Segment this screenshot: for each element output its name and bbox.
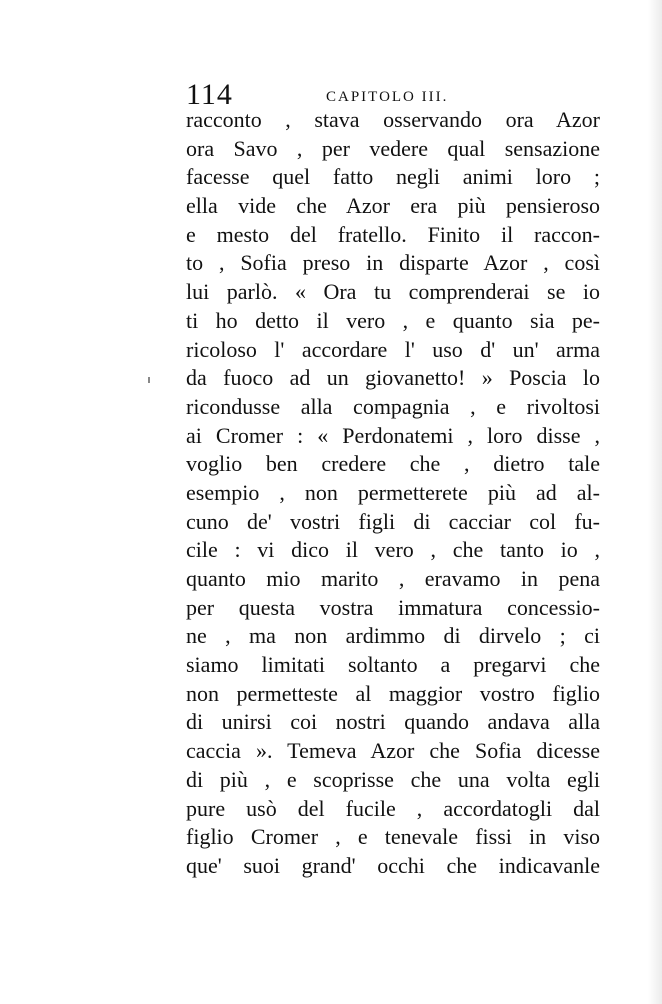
text-line: racconto , stava osservando ora Azor xyxy=(186,107,600,132)
text-line: ne , ma non ardimmo di dirvelo ; ci xyxy=(186,623,600,649)
text-line: siamo limitati soltanto a pregarvi che xyxy=(186,652,600,678)
text-line: pure usò del fucile , accordatogli dal xyxy=(186,795,600,821)
text-line: cuno de' vostri figli di cacciar col fu- xyxy=(186,508,600,534)
text-line: facesse quel fatto negli animi loro ; xyxy=(186,164,600,190)
text-line: que' suoi grand' occhi che indicavanle xyxy=(186,852,600,878)
text-line: ella vide che Azor era più pensieroso xyxy=(186,193,600,219)
text-line: ricondusse alla compagnia , e rivoltosi xyxy=(186,393,600,419)
text-line: to , Sofia preso in disparte Azor , così xyxy=(186,250,600,276)
text-line: ricoloso l' accordare l' uso d' un' arma xyxy=(186,336,600,362)
page-number: 114 xyxy=(186,78,233,111)
text-line: ai Cromer : « Perdonatemi , loro disse , xyxy=(186,422,600,448)
running-head: CAPITOLO III. xyxy=(326,89,449,105)
text-line: caccia ». Temeva Azor che Sofia dicesse xyxy=(186,738,600,764)
text-line: figlio Cromer , e tenevale fissi in viso xyxy=(186,824,600,850)
text-line: voglio ben credere che , dietro tale xyxy=(186,451,600,477)
text-line: e mesto del fratello. Finito il raccon- xyxy=(186,221,600,247)
text-line: da fuoco ad un giovanetto! » Poscia lo xyxy=(186,365,600,391)
text-line: quanto mio marito , eravamo in pena xyxy=(186,566,600,591)
text-line: esempio , non permetterete più ad al- xyxy=(186,479,600,505)
body-text xyxy=(186,106,600,881)
paper-speck xyxy=(148,377,150,383)
text-line: per questa vostra immatura concessio- xyxy=(186,594,600,620)
text-line: ora Savo , per vedere qual sensazione xyxy=(186,135,600,161)
text-line: di unirsi coi nostri quando andava alla xyxy=(186,709,600,735)
text-line: cile : vi dico il vero , che tanto io , xyxy=(186,537,600,563)
page-edge-shadow xyxy=(648,0,662,1004)
text-line: ti ho detto il vero , e quanto sia pe- xyxy=(186,307,600,333)
text-line: non permetteste al maggior vostro figlio xyxy=(186,680,600,706)
text-line: lui parlò. « Ora tu comprenderai se io xyxy=(186,279,600,305)
text-line: di più , e scoprisse che una volta egli xyxy=(186,766,600,792)
